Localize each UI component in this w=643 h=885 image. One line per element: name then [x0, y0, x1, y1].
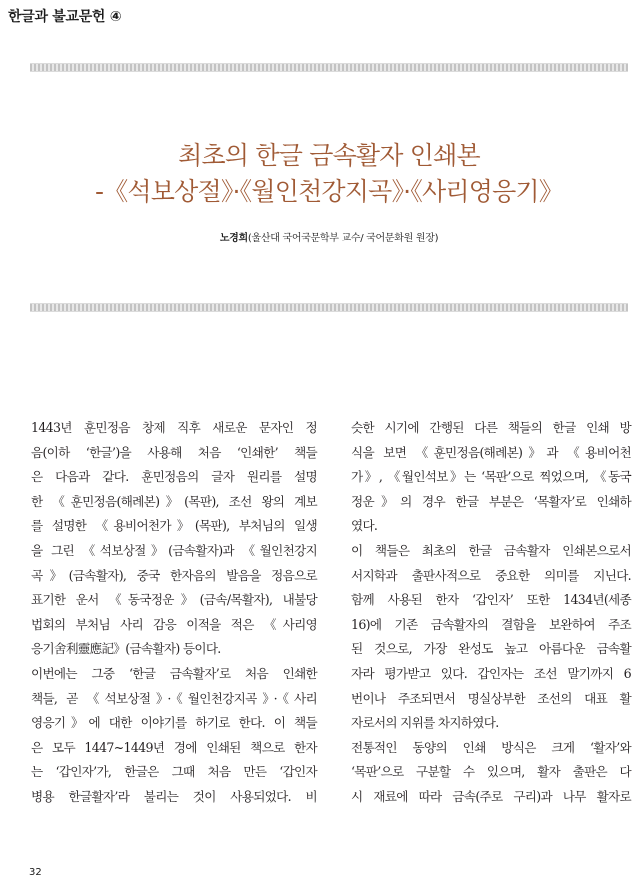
author-byline	[30, 229, 628, 244]
body-line: 슷한 시기에 간행된 다른 책들의 한글 인쇄 방	[351, 420, 631, 435]
body-line: 식을 보면 《훈민정음(해례본)》과 《용비어천	[351, 444, 631, 460]
article-title	[30, 138, 628, 210]
title-line-1: 최초의 한글 금속활자 인쇄본	[178, 141, 480, 170]
body-line: 서지학과 출판사적으로 중요한 의미를 지닌다.	[351, 567, 631, 583]
body-line: 은 모두 1447~1449년 경에 인쇄된 책으로 한자	[31, 739, 317, 755]
body-line: 는 ‘갑인자’가, 한글은 그때 처음 만든 ‘갑인자	[31, 764, 317, 780]
title-line-2: -《석보상절》·《월인천강지곡》·《사리영응기》	[95, 177, 563, 206]
body-line: 법회의 부처님 사리 감응 이적을 적은 《사리영	[31, 616, 317, 632]
body-line: 응기舍利靈應記》(금속활자) 등이다.	[31, 641, 221, 657]
body-line: 병용 한글활자’라 불리는 것이 사용되었다. 비	[31, 788, 317, 804]
body-line: 시 재료에 따라 금속(주로 구리)과 나무 활자로	[351, 788, 631, 804]
body-line: 곡》(금속활자), 중국 한자음의 발음을 정음으로	[31, 567, 317, 583]
body-column-right	[351, 416, 631, 810]
body-line: 책들, 곧 《석보상절》·《월인천강지곡》·《사리	[31, 690, 317, 706]
author-name: 노경희	[219, 233, 248, 244]
body-column-left	[31, 416, 317, 810]
body-line: 전통적인 동양의 인쇄 방식은 크게 ‘활자’와	[351, 739, 631, 755]
body-line: 16)에 기존 금속활자의 결함을 보완하여 주조	[351, 616, 631, 632]
body-line: 은 다음과 같다. 훈민정음의 글자 원리를 설명	[31, 469, 317, 485]
body-line: ‘목판’으로 구분할 수 있으며, 활자 출판은 다	[351, 764, 631, 780]
decorative-rule-bottom	[30, 303, 628, 312]
decorative-rule-top	[30, 63, 628, 72]
body-line: 1443년 훈민정음 창제 직후 새로운 문자인 정	[31, 420, 317, 435]
author-affiliation: (울산대 국어국문학부 교수/ 국어문화원 원장)	[247, 233, 439, 244]
body-line: 자로서의 지위를 차지하였다.	[351, 715, 499, 731]
body-line: 음(이하 ‘한글’)을 사용해 처음 ‘인쇄한’ 책들	[31, 444, 317, 460]
body-line: 함께 사용된 한자 ‘갑인자’ 또한 1434년(세종	[351, 592, 631, 608]
body-line: 를 설명한 《용비어천가》(목판), 부처님의 일생	[31, 518, 317, 534]
running-head: 한글과 불교문헌 ④	[8, 9, 122, 25]
body-line: 표기한 운서 《동국정운》(금속/목활자), 내불당	[31, 592, 317, 608]
body-line: 한 《훈민정음(해례본)》(목판), 조선 왕의 계보	[31, 493, 317, 509]
body-line: 영응기》에 대한 이야기를 하기로 한다. 이 책들	[31, 715, 317, 731]
body-line: 정운》의 경우 한글 부분은 ‘목활자’로 인쇄하	[351, 493, 631, 509]
body-line: 된 것으로, 가장 완성도 높고 아름다운 금속활	[351, 641, 631, 657]
body-line: 자라 평가받고 있다. 갑인자는 조선 말기까지 6	[351, 665, 631, 681]
body-line: 이번에는 그중 ‘한글 금속활자’로 처음 인쇄한	[31, 665, 317, 681]
body-line: 을 그린 《석보상절》(금속활자)과 《월인천강지	[31, 542, 317, 558]
body-line: 였다.	[351, 518, 378, 534]
page-number: 32	[29, 867, 42, 878]
body-line: 이 책들은 최초의 한글 금속활자 인쇄본으로서	[351, 542, 631, 558]
body-line: 번이나 주조되면서 명실상부한 조선의 대표 활	[351, 690, 631, 706]
body-line: 가》, 《월인석보》는 ‘목판’으로 찍었으며, 《동국	[351, 469, 631, 485]
